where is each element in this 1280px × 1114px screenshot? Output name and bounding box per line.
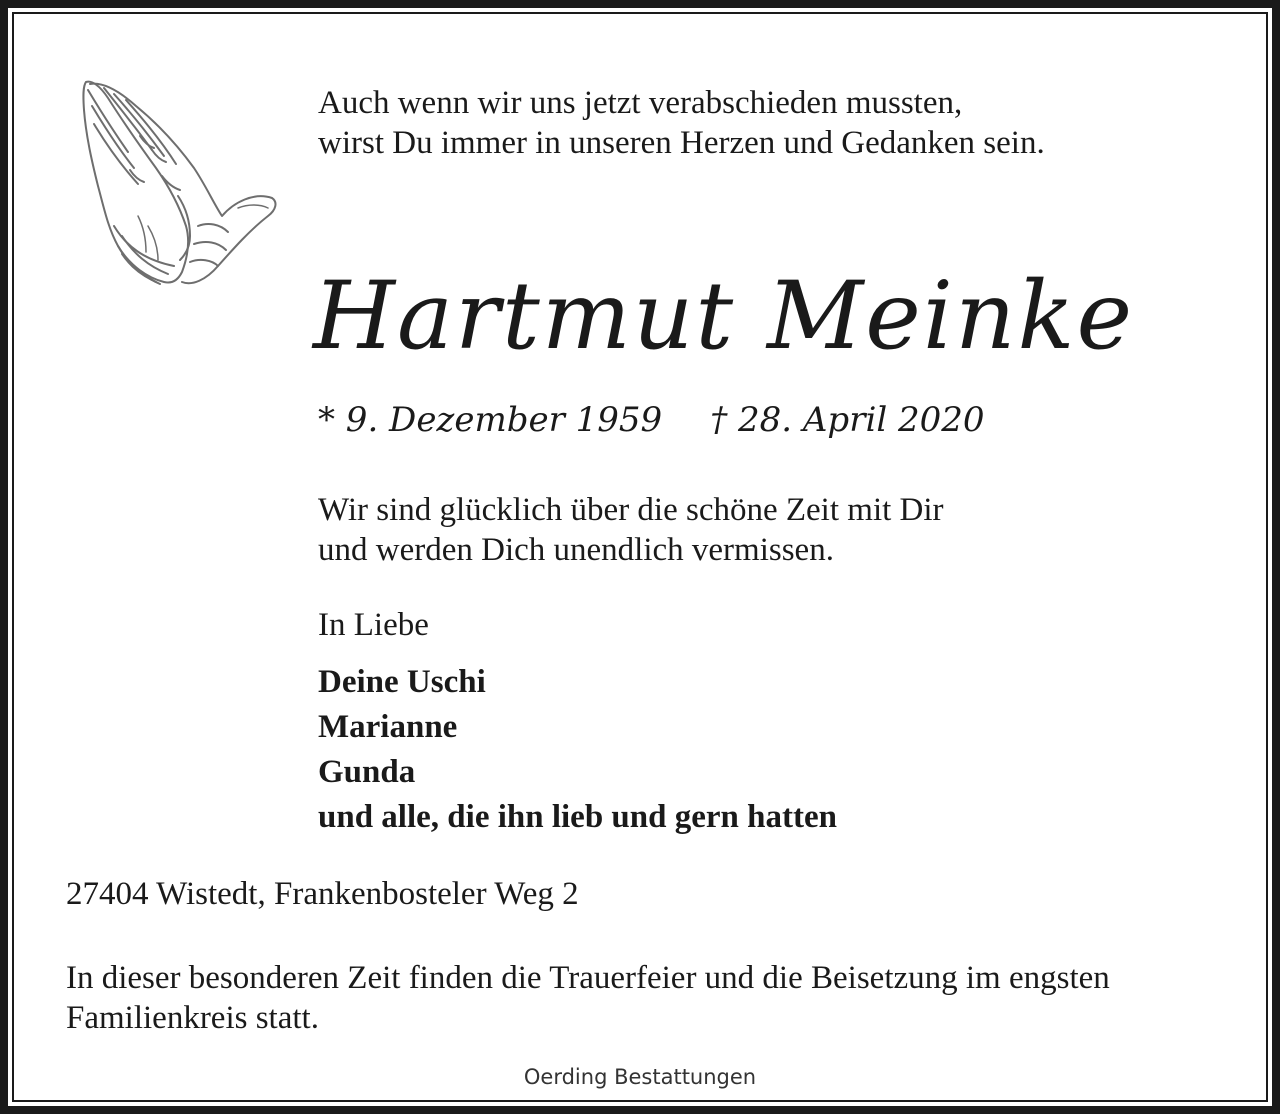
verse	[318, 83, 1045, 163]
address: 27404 Wistedt, Frankenbosteler Weg 2	[66, 876, 579, 912]
signers-list	[318, 660, 837, 840]
death-date: † 28. April 2020	[710, 400, 985, 440]
life-dates	[318, 398, 985, 442]
birth-date: * 9. Dezember 1959	[318, 400, 663, 440]
funeral-notice	[66, 958, 1110, 1038]
message	[318, 490, 944, 570]
verse-line-2: wirst Du immer in unseren Herzen und Gedanken sein.	[318, 125, 1045, 161]
signer: Deine Uschi	[318, 664, 486, 700]
signer: und alle, die ihn lieb und gern hatten	[318, 799, 837, 835]
closing-phrase: In Liebe	[318, 607, 429, 643]
signer: Marianne	[318, 709, 458, 745]
message-line-1: Wir sind glücklich über die schöne Zeit mit Dir	[318, 492, 944, 528]
verse-line-1: Auch wenn wir uns jetzt verabschieden mussten,	[318, 85, 963, 121]
notice-line-1: In dieser besonderen Zeit finden die Trauerfeier und die Beisetzung im engsten	[66, 960, 1110, 996]
notice-line-2: Familienkreis statt.	[66, 1000, 319, 1036]
deceased-name: Hartmut Meinke	[313, 262, 1135, 371]
praying-hands-icon	[78, 76, 280, 290]
signer: Gunda	[318, 754, 416, 790]
funeral-home: Oerding Bestattungen	[523, 1065, 757, 1089]
message-line-2: und werden Dich unendlich vermissen.	[318, 532, 834, 568]
